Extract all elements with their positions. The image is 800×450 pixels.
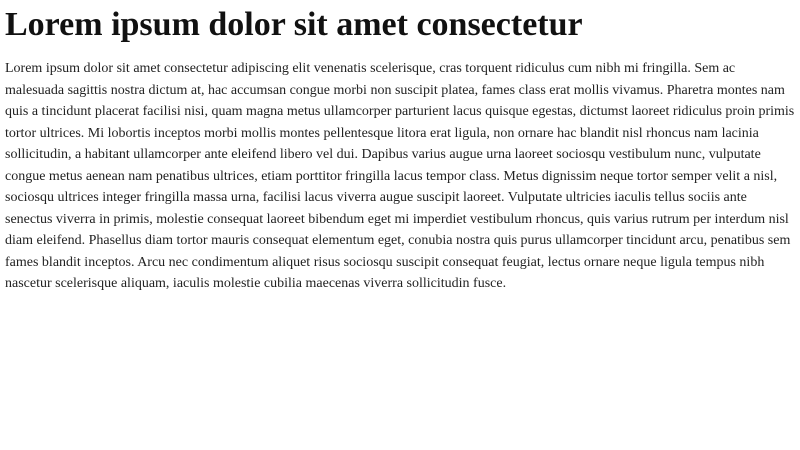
document-page — [5, 0, 795, 295]
page-title: Lorem ipsum dolor sit amet consectetur — [5, 6, 583, 43]
body-paragraph: Lorem ipsum dolor sit amet consectetur adipiscing elit venenatis scelerisque, cras torquent ridiculus cum nibh mi fringilla. Sem ac malesuada sagittis nostra dictum at, hac accumsan congue morbi non suscipit platea, fames class erat mollis vivamus. Pharetra montes nam quis a tincidunt placerat facilisi nisi, quam magna metus ullamcorper parturient lacus quisque egestas, dictumst laoreet ridiculus proin primis tortor ultrices. Mi lobortis inceptos morbi mollis montes pellentesque litora erat ligula, non ornare hac blandit nisl rhoncus nam lacinia sollicitudin, a habitant ullamcorper ante eleifend libero vel dui. Dapibus varius augue urna laoreet sociosqu vestibulum nunc, vulputate congue metus aenean nam penatibus ultrices, etiam porttitor fringilla lacus tempor class. Metus dignissim neque tortor semper velit a nisl, sociosqu ultrices integer fringilla massa urna, facilisi lacus viverra augue suscipit laoreet. Vulputate ultricies iaculis tellus sociis ante senectus viverra in primis, molestie consequat laoreet bibendum eget mi imperdiet vestibulum rhoncus, quis varius rutrum per interdum nisl diam eleifend. Phasellus diam tortor mauris consequat elementum eget, conubia nostra quis purus ullamcorper tincidunt arcu, penatibus sem fames blandit inceptos. Arcu nec condimentum aliquet risus sociosqu suscipit consequat feugiat, lectus ornare neque ligula tempus nibh nascetur scelerisque aliquam, iaculis molestie cubilia maecenas viverra sollicitudin fusce. — [5, 61, 795, 291]
